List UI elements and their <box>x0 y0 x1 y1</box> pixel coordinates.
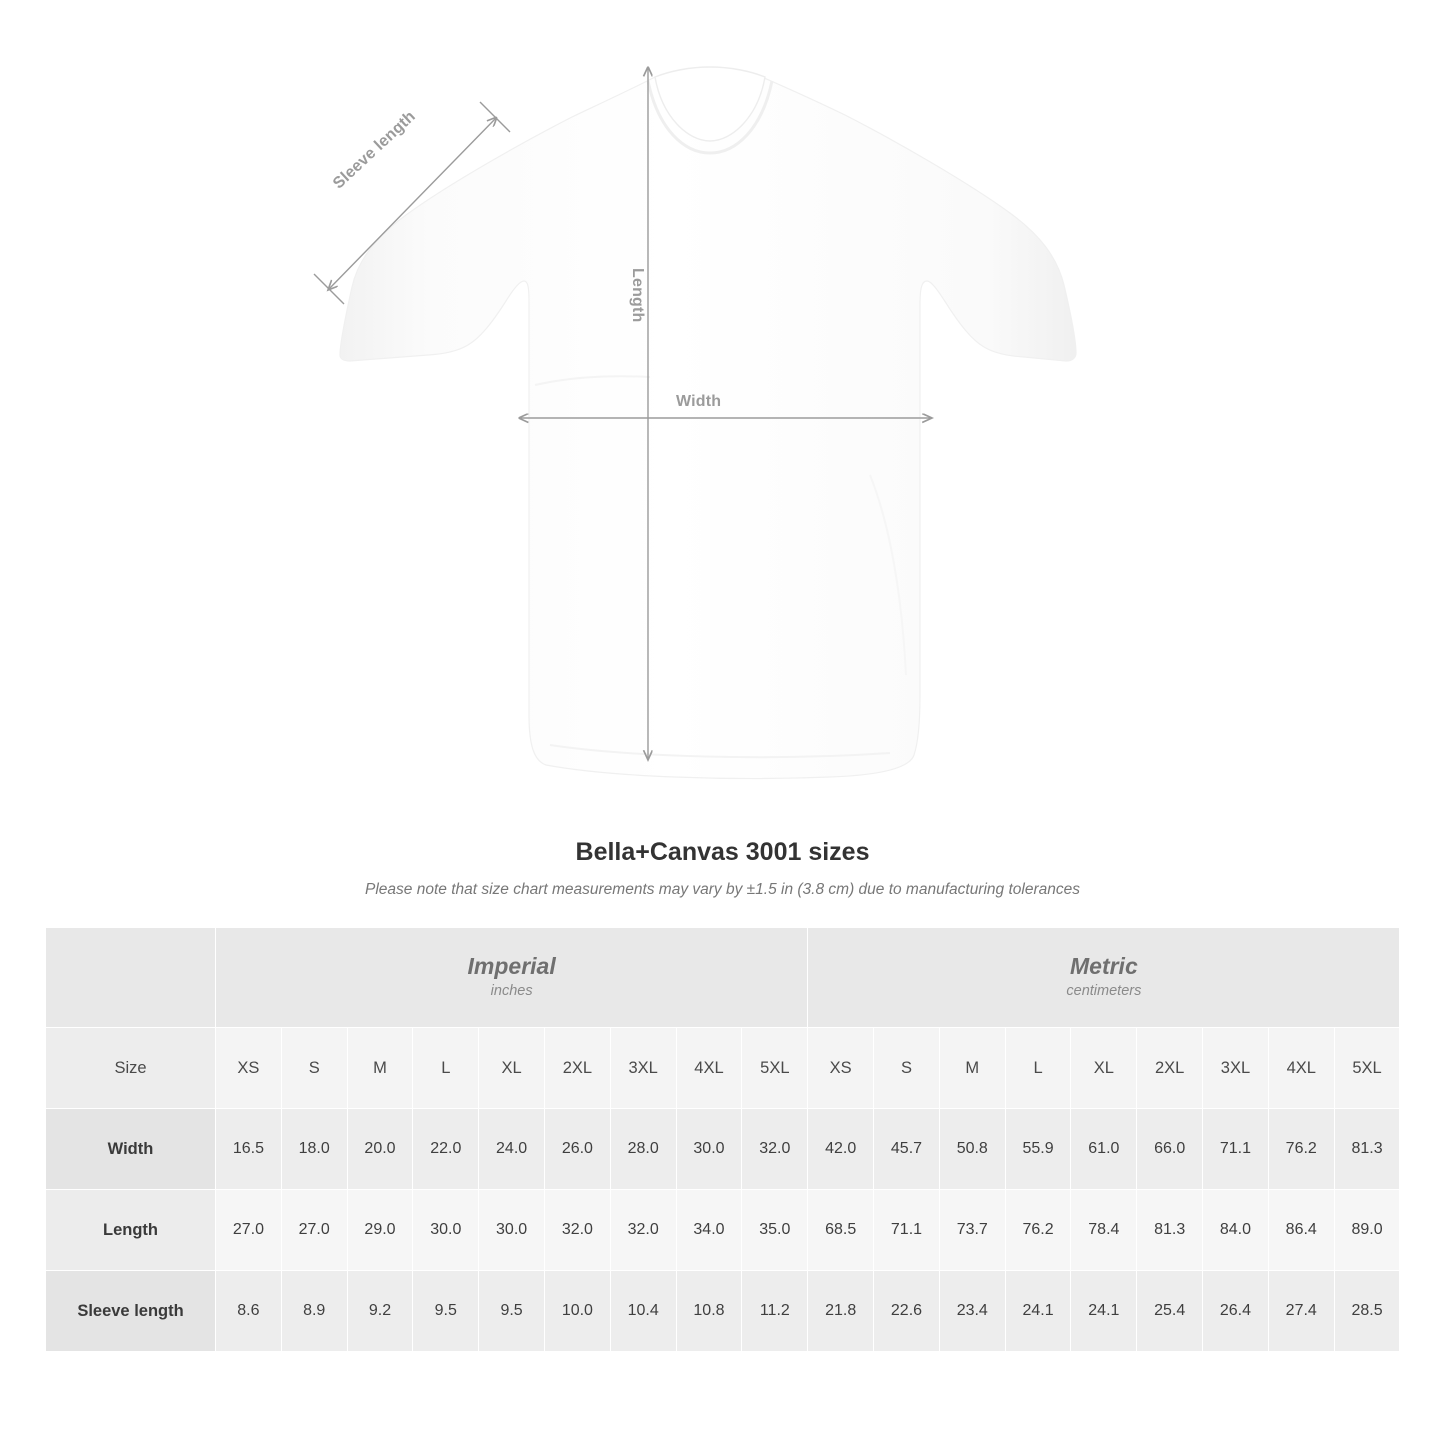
size-header-cell: XL <box>479 1028 545 1109</box>
cell-width: 76.2 <box>1268 1109 1334 1190</box>
cell-length: 68.5 <box>808 1190 874 1271</box>
cell-width: 30.0 <box>676 1109 742 1190</box>
cell-width: 22.0 <box>413 1109 479 1190</box>
cell-length: 34.0 <box>676 1190 742 1271</box>
row-label-width: Width <box>46 1109 216 1190</box>
cell-length: 86.4 <box>1268 1190 1334 1271</box>
cell-sleeve: 23.4 <box>939 1271 1005 1352</box>
size-header-cell: XS <box>808 1028 874 1109</box>
dimension-lines <box>300 50 1100 790</box>
unit-group-imperial <box>216 928 808 1028</box>
cell-sleeve: 9.2 <box>347 1271 413 1352</box>
cell-width: 55.9 <box>1005 1109 1071 1190</box>
cell-sleeve: 21.8 <box>808 1271 874 1352</box>
cell-width: 28.0 <box>610 1109 676 1190</box>
cell-width: 50.8 <box>939 1109 1005 1190</box>
size-header-cell: 3XL <box>1203 1028 1269 1109</box>
unit-group-metric <box>808 928 1400 1028</box>
cell-width: 61.0 <box>1071 1109 1137 1190</box>
unit-header-spacer <box>46 928 216 1028</box>
size-header-cell: 4XL <box>1268 1028 1334 1109</box>
imperial-subtitle: inches <box>490 983 533 999</box>
size-header-cell: L <box>413 1028 479 1109</box>
row-label-sleeve-length: Sleeve length <box>46 1271 216 1352</box>
table-row <box>46 1190 1400 1271</box>
metric-title: Metric <box>1070 953 1138 980</box>
cell-sleeve: 9.5 <box>413 1271 479 1352</box>
cell-length: 29.0 <box>347 1190 413 1271</box>
cell-sleeve: 28.5 <box>1334 1271 1400 1352</box>
length-label: Length <box>629 268 646 323</box>
cell-sleeve: 10.0 <box>544 1271 610 1352</box>
cell-length: 89.0 <box>1334 1190 1400 1271</box>
size-header-cell: M <box>347 1028 413 1109</box>
cell-width: 24.0 <box>479 1109 545 1190</box>
size-table <box>45 927 1400 1352</box>
cell-width: 16.5 <box>216 1109 282 1190</box>
size-header-cell: S <box>874 1028 940 1109</box>
row-label-length: Length <box>46 1190 216 1271</box>
cell-length: 32.0 <box>610 1190 676 1271</box>
cell-length: 76.2 <box>1005 1190 1071 1271</box>
size-header-cell: XS <box>216 1028 282 1109</box>
cell-width: 45.7 <box>874 1109 940 1190</box>
cell-width: 71.1 <box>1203 1109 1269 1190</box>
size-header-row <box>46 1028 1400 1109</box>
size-header-cell: 2XL <box>544 1028 610 1109</box>
title-block <box>0 838 1445 899</box>
cell-sleeve: 10.4 <box>610 1271 676 1352</box>
cell-length: 30.0 <box>413 1190 479 1271</box>
table-row <box>46 1271 1400 1352</box>
cell-sleeve: 8.9 <box>281 1271 347 1352</box>
cell-width: 42.0 <box>808 1109 874 1190</box>
cell-sleeve: 24.1 <box>1071 1271 1137 1352</box>
cell-length: 73.7 <box>939 1190 1005 1271</box>
table-row <box>46 1109 1400 1190</box>
cell-length: 71.1 <box>874 1190 940 1271</box>
cell-sleeve: 11.2 <box>742 1271 808 1352</box>
cell-length: 35.0 <box>742 1190 808 1271</box>
cell-sleeve: 10.8 <box>676 1271 742 1352</box>
size-header-cell: M <box>939 1028 1005 1109</box>
tolerance-note: Please note that size chart measurements may vary by ±1.5 in (3.8 cm) due to manufacturing tolerances <box>365 881 1080 898</box>
cell-width: 66.0 <box>1137 1109 1203 1190</box>
size-header-cell: 2XL <box>1137 1028 1203 1109</box>
cell-sleeve: 9.5 <box>479 1271 545 1352</box>
size-header-cell: 4XL <box>676 1028 742 1109</box>
cell-width: 81.3 <box>1334 1109 1400 1190</box>
cell-sleeve: 25.4 <box>1137 1271 1203 1352</box>
cell-length: 32.0 <box>544 1190 610 1271</box>
cell-sleeve: 24.1 <box>1005 1271 1071 1352</box>
size-header-cell: L <box>1005 1028 1071 1109</box>
cell-length: 27.0 <box>281 1190 347 1271</box>
width-label: Width <box>676 393 722 410</box>
metric-subtitle: centimeters <box>1066 983 1142 999</box>
sleeve-length-label: Sleeve length <box>330 107 419 193</box>
cell-length: 78.4 <box>1071 1190 1137 1271</box>
cell-sleeve: 8.6 <box>216 1271 282 1352</box>
unit-header-row <box>46 928 1400 1028</box>
cell-width: 20.0 <box>347 1109 413 1190</box>
size-header-cell: 5XL <box>1334 1028 1400 1109</box>
size-header-cell: 3XL <box>610 1028 676 1109</box>
cell-width: 26.0 <box>544 1109 610 1190</box>
cell-length: 27.0 <box>216 1190 282 1271</box>
size-header-label: Size <box>46 1028 216 1109</box>
cell-length: 81.3 <box>1137 1190 1203 1271</box>
cell-width: 32.0 <box>742 1109 808 1190</box>
imperial-title: Imperial <box>467 953 556 980</box>
size-table-container <box>45 927 1400 1352</box>
size-header-cell: XL <box>1071 1028 1137 1109</box>
cell-length: 84.0 <box>1203 1190 1269 1271</box>
size-header-cell: S <box>281 1028 347 1109</box>
cell-length: 30.0 <box>479 1190 545 1271</box>
page-title: Bella+Canvas 3001 sizes <box>575 838 870 866</box>
size-header-cell: 5XL <box>742 1028 808 1109</box>
cell-sleeve: 22.6 <box>874 1271 940 1352</box>
cell-sleeve: 26.4 <box>1203 1271 1269 1352</box>
cell-sleeve: 27.4 <box>1268 1271 1334 1352</box>
cell-width: 18.0 <box>281 1109 347 1190</box>
